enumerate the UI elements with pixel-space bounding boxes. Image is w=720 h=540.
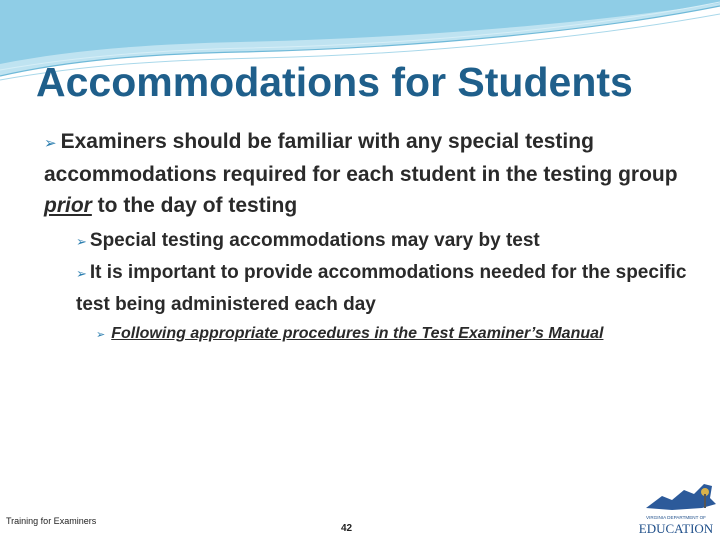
arrow-bullet-icon: ➢	[96, 328, 106, 341]
arrow-bullet-icon: ➢	[76, 235, 87, 250]
arrow-bullet-icon: ➢	[44, 134, 57, 152]
sub-bullet-2-text: It is important to provide accommodations needed for the specific test being administered each day	[76, 262, 687, 315]
sub-sub-bullet-1-text: Following appropriate procedures in the Test Examiner’s Manual	[111, 325, 604, 342]
sub-sub-bullet-1	[96, 322, 656, 346]
sub-bullet-1-text: Special testing accommodations may vary by test	[89, 230, 540, 251]
main-bullet	[44, 126, 684, 221]
main-bullet-text-pre: Examiners should be familiar with any special testing accommodations required for each student in the testing group	[44, 130, 678, 186]
sub-bullet-1	[76, 226, 696, 258]
sub-bullet-2	[76, 258, 696, 320]
vdoe-logo	[632, 478, 720, 540]
main-bullet-text-post: to the day of testing	[91, 194, 298, 217]
logo-line-1: VIRGINIA DEPARTMENT OF	[646, 515, 706, 520]
slide-title: Accommodations for Students	[36, 59, 633, 105]
main-bullet-emphasis: prior	[44, 194, 92, 217]
footer-label: Training for Examiners	[6, 516, 97, 526]
arrow-bullet-icon: ➢	[76, 267, 87, 282]
logo-line-2: EDUCATION	[638, 521, 714, 536]
page-number: 42	[341, 523, 353, 534]
